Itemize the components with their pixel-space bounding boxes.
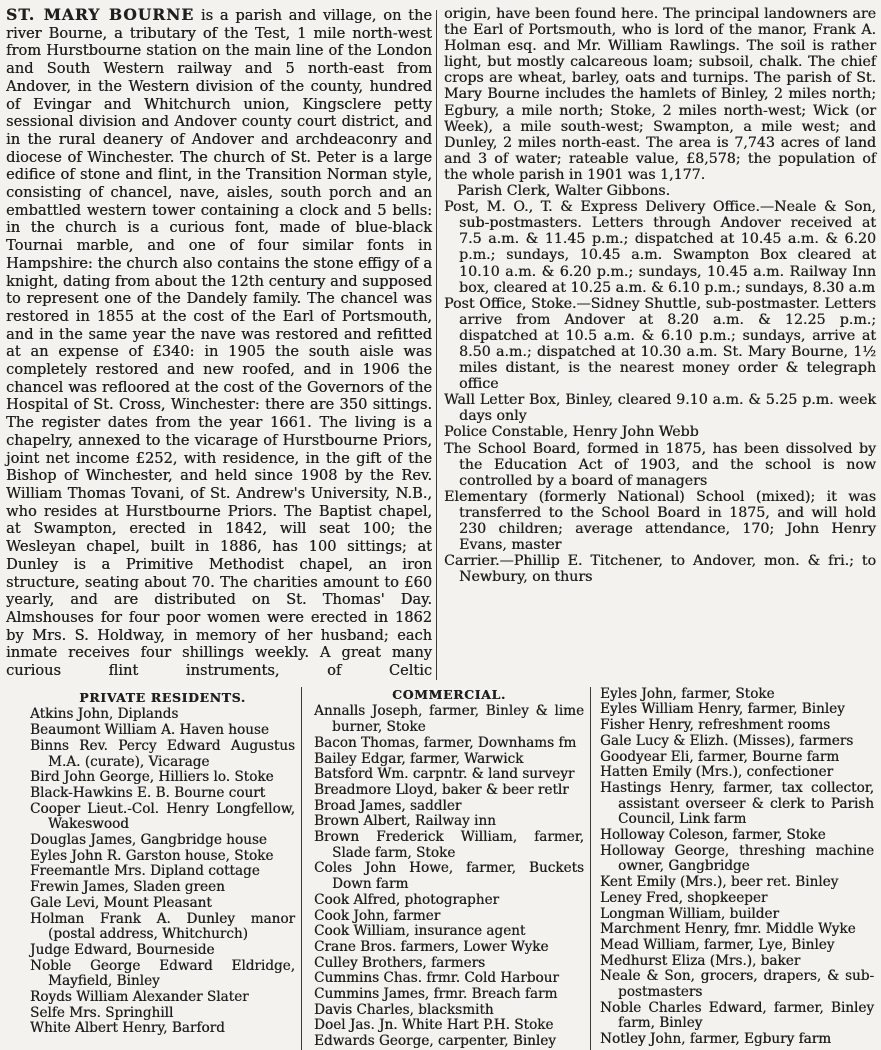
directory-entry: Brown Albert, Railway inn [314,813,496,830]
notice-item: Wall Letter Box, Binley, cleared 9.10 a.m. & 5.25 p.m. week days only [444,392,876,425]
directory-entry: Royds William Alexander Slater [30,989,249,1006]
gazetteer-column-left [6,6,436,680]
commercial-column [302,687,590,1050]
directory-entry: Kent Emily (Mrs.), beer ret. Binley [600,874,839,891]
directory-entry: Medhurst Eliza (Mrs.), baker [600,952,801,969]
directory-entry: Douglas James, Gangbridge house [30,832,267,849]
gazetteer-section [6,6,876,680]
directory-entry: Cook William, insurance agent [314,923,526,940]
notice-item: Police Constable, Henry John Webb [444,424,699,441]
directory-entry: Cook Alfred, photographer [314,891,500,908]
notice-item: Elementary (formerly National) School (mixed); it was transferred to the School Board in 1875, and will hold 230 children; average attendance, 170; John Henry Evans, master [444,488,876,554]
directory-entry: Bacon Thomas, farmer, Downhams fm [314,734,577,751]
directory-entry: Gale Lucy & Elizh. (Misses), farmers [600,732,854,749]
directory-entry: Gale Levi, Mount Pleasant [30,894,212,911]
gazetteer-paragraph-right: origin, have been found here. The principal landowners are the Earl of Portsmouth, who is lord of the manor, Frank A. Holman esq. and Mr. William Rawlings. The soil is rather light, but mostly calcareous loam; subsoil, chalk. The chief crops are wheat, barley, oats and turnips. The parish of St. Mary Bourne includes the hamlets of Binley, 2 miles north; Egbury, a mile north; Stoke, 2 miles north-west; Wick (or Week), a mile south-west; Swampton, a mile west; and Dunley, 2 miles north-east. The area is 7,743 acres of land and 3 of water; rateable value, £8,578; the population of the whole parish in 1901 was 1,177. [444,6,876,183]
directory-entry: Binns Rev. Percy Edward Augustus M.A. (curate), Vicarage [30,737,295,770]
directory-entry: Cummins Chas. frmr. Cold Harbour [314,970,559,987]
directory-entry: Neale & Son, grocers, drapers, & sub-postmasters [600,968,874,1001]
directory-entry: Cook John, farmer [314,907,441,924]
directory-entry: Hatten Emily (Mrs.), confectioner [600,764,834,781]
notice-item: Carrier.—Phillip E. Titchener, to Andover, mon. & fri.; to Newbury, on thurs [444,553,876,586]
commercial-continued-list [600,687,874,1048]
directory-entry: Noble Charles Edward, farmer, Binley farm, Binley [600,999,874,1032]
directory-entry: Doel Jas. Jn. White Hart P.H. Stoke [314,1017,554,1034]
directory-entry: Marchment Henry, fmr. Middle Wyke [600,921,856,938]
directory-entry: Freemantle Mrs. Dipland cottage [30,863,260,880]
notice-item: The School Board, formed in 1875, has been dissolved by the Education Act of 1903, and the school is now controlled by a board of managers [444,440,876,489]
directory-entry: Bailey Edgar, farmer, Warwick [314,750,524,767]
directory-entry: Noble George Edward Eldridge, Mayfield, Binley [30,957,295,990]
commercial-continued-column [591,687,876,1050]
directory-entry: Leney Fred, shopkeeper [600,889,768,906]
notice-item: Post Office, Stoke.—Sidney Shuttle, sub-postmaster. Letters arrive from Andover at 8.20 a.m. & 12.25 p.m.; dispatched at 10.5 a.m. & 6.10 p.m.; sundays, arrive at 8.50 a.m.; dispatched at 10.30 a.m. St. Mary Bourne, 1½ miles distant, is the nearest money order & telegraph office [444,295,876,393]
notice-item: Parish Clerk, Walter Gibbons. [457,183,671,200]
directory-entry: Broad James, saddler [314,797,462,814]
directory-entry: Breadmore Lloyd, baker & beer retlr [314,781,569,798]
private-residents-column [6,687,301,1050]
directory-section [6,687,876,1050]
directory-entry: Annalls Joseph, farmer, Binley & lime burner, Stoke [314,703,584,736]
notices-list [444,183,876,585]
commercial-list [314,704,584,1049]
directory-entry: Cummins James, frmr. Breach farm [314,986,558,1003]
directory-entry: Eyles John R. Garston house, Stoke [30,847,274,864]
gazetteer-paragraph-left [6,6,432,680]
gazetteer-text-left: is a parish and village, on the river Bourne, a tributary of the Test, 1 mile north-west from Hurstbourne station on the main line of the London and South Western railway and 5 north-east from Andover, in the Western division of the county, hundred of Evingar and Whitchurch union, Kingsclere petty sessional division and Andover county court district, and in the rural deanery of Andover and archdeaconry and diocese of Winchester. The church of St. Peter is a large edifice of stone and flint, in the Transition Norman style, consisting of chancel, nave, aisles, south porch and an embattled western tower containing a clock and 5 bells: in the church is a curious font, made of blue-black Tournai marble, and one of four similar fonts in Hampshire: the church also contains the stone effigy of a knight, dating from about the 12th century and supposed to represent one of the Dandely family. The chancel was restored in 1855 at the cost of the Earl of Portsmouth, and in the same year the nave was restored and refitted at an expense of £340: in 1905 the south aisle was completely restored and new roofed, and in 1906 the chancel was refloored at the cost of the Governors of the Hospital of St. Cross, Winchester: there are 350 sittings. The register dates from the year 1661. The living is a chapelry, annexed to the vicarage of Hurstbourne Priors, joint net income £252, with residence, in the gift of the Bishop of Winchester, and held since 1908 by the Rev. William Thomas Tovani, of St. Andrew's University, N.B., who resides at Hurstbourne Priors. The Baptist chapel, at Swampton, erected in 1842, will seat 100; the Wesleyan chapel, built in 1886, has 100 sittings; at Dunley is a Primitive Methodist chapel, an iron structure, seating about 70. The charities amount to £60 yearly, and are distributed on St. Thomas' Day. Almshouses for four poor women were erected in 1862 by Mrs. S. Holdway, in memory of her husband; each inmate receives four shillings weekly. A great many curious flint instruments, of Celtic [6,7,433,680]
gazetteer-column-right [437,6,876,680]
directory-entry: Crane Bros. farmers, Lower Wyke [314,938,549,955]
commercial-header: COMMERCIAL. [392,686,506,702]
directory-entry: Eyles John, farmer, Stoke [600,685,775,702]
directory-entry: Holman Frank A. Dunley manor (postal address, Whitchurch) [30,910,295,943]
parish-name-lead: ST. MARY BOURNE [6,5,195,24]
directory-entry: Culley Brothers, farmers [314,954,485,971]
directory-entry: Brown Frederick William, farmer, Slade farm, Stoke [314,829,584,861]
directory-entry: Cooper Lieut.-Col. Henry Longfellow, Wakeswood [30,800,295,833]
directory-entry: Fisher Henry, refreshment rooms [600,717,831,734]
private-residents-list [30,707,295,1037]
directory-entry: Black-Hawkins E. B. Bourne court [30,784,266,801]
directory-entry: White Albert Henry, Barford [30,1020,225,1037]
directory-entry: Notley John, farmer, Egbury farm [600,1031,832,1048]
directory-entry: Davis Charles, blacksmith [314,1001,494,1018]
directory-entry: Holloway Coleson, farmer, Stoke [600,827,826,844]
directory-entry: Bird John George, Hilliers lo. Stoke [30,769,274,786]
directory-entry: Mead William, farmer, Lye, Binley [600,936,835,953]
private-residents-header: PRIVATE RESIDENTS. [79,689,246,705]
notice-item: Post, M. O., T. & Express Delivery Office.—Neale & Son, sub-postmasters. Letters through Andover received at 7.5 a.m. & 11.45 p.m.; dispatched at 10.45 a.m. & 6.20 p.m.; sundays, 10.45 a.m. Swampton Box cleared at 10.10 a.m. & 6.20 p.m.; sundays, 10.45 a.m. Railway Inn box, cleared at 10.25 a.m. & 6.10 p.m.; sundays, 8.30 a.m [444,199,876,296]
directory-entry: Batsford Wm. carpntr. & land surveyr [314,766,575,783]
directory-entry: Judge Edward, Bourneside [30,941,215,958]
directory-entry: Beaumont William A. Haven house [30,722,269,739]
directory-entry: Goodyear Eli, farmer, Bourne farm [600,748,840,765]
directory-entry: Atkins John, Diplands [30,706,179,723]
directory-entry: Selfe Mrs. Springhill [30,1004,174,1021]
directory-entry: Edwards George, carpenter, Binley [314,1033,556,1050]
directory-entry: Eyles William Henry, farmer, Binley [600,701,845,718]
directory-entry: Holloway George, threshing machine owner, Gangbridge [600,842,874,875]
directory-entry: Coles John Howe, farmer, Buckets Down farm [314,860,584,893]
directory-entry: Frewin James, Sladen green [30,879,225,896]
directory-entry: Longman William, builder [600,905,779,922]
directory-entry: Hastings Henry, farmer, tax collector, assistant overseer & clerk to Parish Council, Link farm [600,779,874,828]
